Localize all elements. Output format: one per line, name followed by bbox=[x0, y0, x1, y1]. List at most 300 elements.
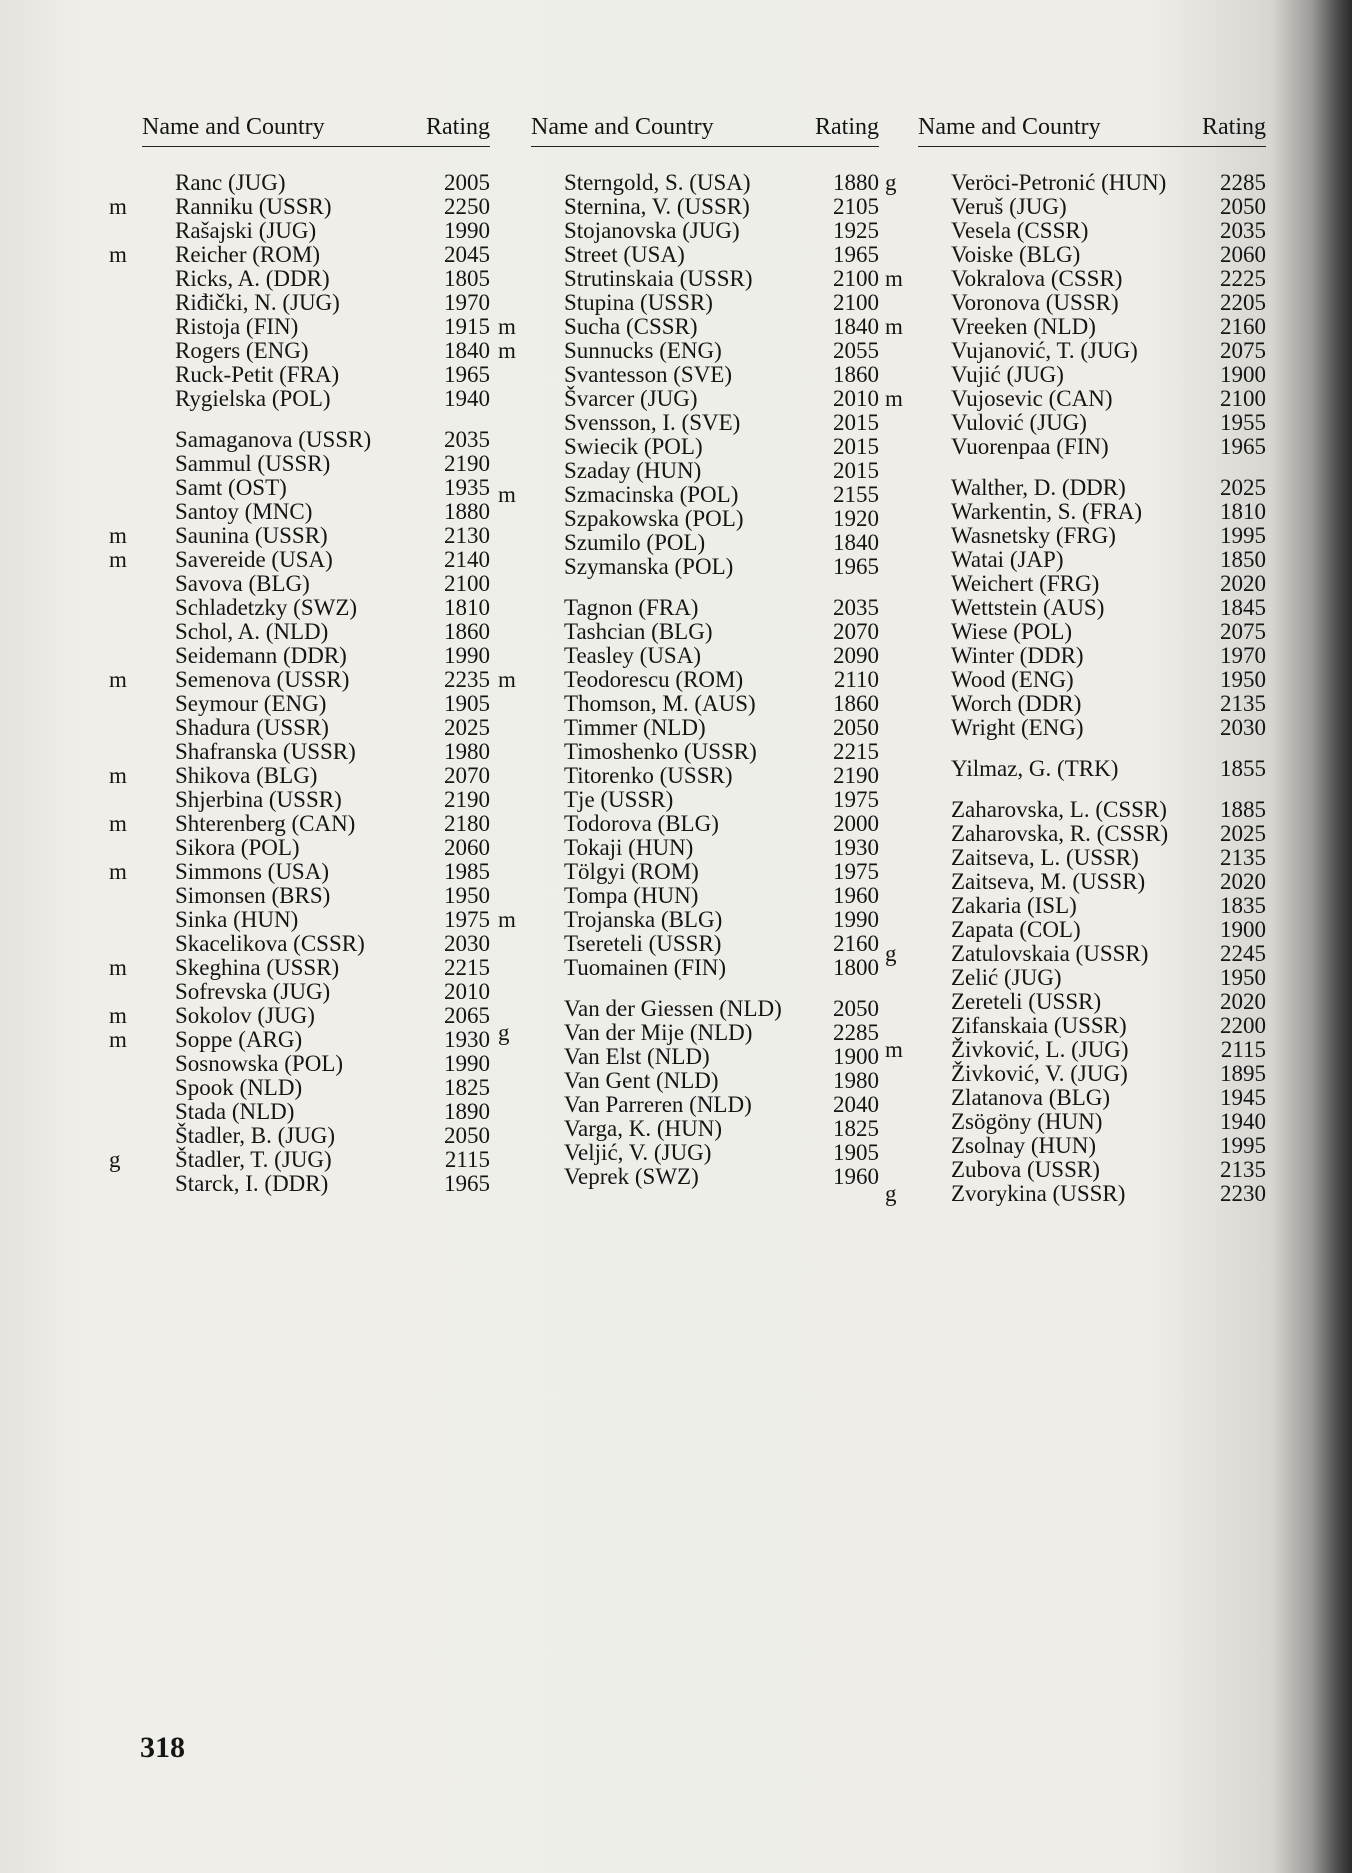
player-name: Swiecik (POL) bbox=[564, 434, 703, 459]
player-name: Tompa (HUN) bbox=[564, 883, 699, 908]
player-entry bbox=[918, 195, 1266, 219]
title-badge: g bbox=[885, 1181, 897, 1206]
player-rating: 1975 bbox=[444, 907, 490, 932]
player-rating: 2190 bbox=[444, 787, 490, 812]
title-badge: m bbox=[498, 667, 516, 692]
player-rating: 2130 bbox=[444, 523, 490, 548]
player-rating: 2040 bbox=[833, 1092, 879, 1117]
player-entry bbox=[531, 788, 879, 812]
player-rating: 2100 bbox=[1220, 386, 1266, 411]
player-entry bbox=[142, 1100, 490, 1124]
player-name: Zaharovska, L. (CSSR) bbox=[951, 797, 1167, 822]
player-entry bbox=[918, 524, 1266, 548]
player-entry bbox=[531, 997, 879, 1021]
player-rating: 2060 bbox=[444, 835, 490, 860]
player-name: Svantesson (SVE) bbox=[564, 362, 733, 387]
player-entry bbox=[531, 363, 879, 387]
title-badge: m bbox=[109, 1003, 127, 1028]
player-entry bbox=[109, 1027, 490, 1052]
player-rating: 2190 bbox=[833, 763, 879, 788]
player-entry bbox=[109, 1147, 490, 1172]
player-rating: 1900 bbox=[833, 1044, 879, 1069]
title-badge: m bbox=[885, 386, 903, 411]
player-entry bbox=[918, 716, 1266, 740]
player-name: Street (USA) bbox=[564, 242, 685, 267]
player-name: Shikova (BLG) bbox=[175, 763, 318, 788]
player-rating: 1960 bbox=[833, 883, 879, 908]
section-gap bbox=[918, 781, 1266, 798]
player-rating: 1905 bbox=[444, 691, 490, 716]
player-name: Tölgyi (ROM) bbox=[564, 859, 699, 884]
player-entry bbox=[531, 243, 879, 267]
player-entry bbox=[918, 990, 1266, 1014]
player-entry bbox=[918, 596, 1266, 620]
player-name: Wettstein (AUS) bbox=[951, 595, 1105, 620]
player-name: Veruš (JUG) bbox=[951, 194, 1067, 219]
column-header bbox=[142, 114, 490, 147]
player-name: Wiese (POL) bbox=[951, 619, 1073, 644]
player-rating: 2050 bbox=[1220, 194, 1266, 219]
player-name: Schladetzky (SWZ) bbox=[175, 595, 358, 620]
player-name: Zaharovska, R. (CSSR) bbox=[951, 821, 1169, 846]
player-rating: 2160 bbox=[1220, 314, 1266, 339]
player-name: Sucha (CSSR) bbox=[564, 314, 698, 339]
player-name: Samt (OST) bbox=[175, 475, 287, 500]
player-entry bbox=[531, 836, 879, 860]
player-entry bbox=[498, 1020, 879, 1045]
player-rating: 1965 bbox=[833, 242, 879, 267]
player-rating: 1880 bbox=[833, 170, 879, 195]
player-name: Ruck-Petit (FRA) bbox=[175, 362, 340, 387]
player-name: Tagnon (FRA) bbox=[564, 595, 699, 620]
player-entry bbox=[142, 788, 490, 812]
player-name: Timoshenko (USSR) bbox=[564, 739, 757, 764]
player-rating: 1975 bbox=[833, 859, 879, 884]
player-rating: 2100 bbox=[444, 571, 490, 596]
player-name: Szaday (HUN) bbox=[564, 458, 702, 483]
rating-heading: Rating bbox=[426, 114, 490, 140]
player-rating: 2015 bbox=[833, 434, 879, 459]
player-entry bbox=[885, 314, 1266, 339]
player-entry bbox=[142, 452, 490, 476]
player-entry bbox=[918, 500, 1266, 524]
player-entry bbox=[531, 507, 879, 531]
player-name: Voronova (USSR) bbox=[951, 290, 1119, 315]
player-rating: 1930 bbox=[833, 835, 879, 860]
player-name: Shjerbina (USSR) bbox=[175, 787, 342, 812]
player-name: Zakaria (ISL) bbox=[951, 893, 1077, 918]
player-name: Van der Mije (NLD) bbox=[564, 1020, 753, 1045]
player-name: Strutinskaia (USSR) bbox=[564, 266, 753, 291]
player-entry bbox=[918, 918, 1266, 942]
player-rating: 2025 bbox=[444, 715, 490, 740]
player-entry bbox=[142, 740, 490, 764]
player-name: Stupina (USSR) bbox=[564, 290, 713, 315]
player-name: Tokaji (HUN) bbox=[564, 835, 694, 860]
player-name: Wood (ENG) bbox=[951, 667, 1074, 692]
player-entry bbox=[531, 620, 879, 644]
player-rating: 2110 bbox=[833, 667, 879, 692]
player-entry bbox=[885, 170, 1266, 195]
player-name: Riđički, N. (JUG) bbox=[175, 290, 340, 315]
player-rating: 2025 bbox=[1220, 821, 1266, 846]
player-entry bbox=[918, 757, 1266, 781]
title-badge: m bbox=[498, 338, 516, 363]
player-name: Samaganova (USSR) bbox=[175, 427, 372, 452]
column-entries bbox=[498, 170, 879, 1189]
title-badge: m bbox=[109, 763, 127, 788]
player-name: Tsereteli (USSR) bbox=[564, 931, 722, 956]
column-header bbox=[918, 114, 1266, 147]
player-name: Zsolnay (HUN) bbox=[951, 1133, 1096, 1158]
player-name: Watai (JAP) bbox=[951, 547, 1064, 572]
player-name: Vujić (JUG) bbox=[951, 362, 1064, 387]
player-name: Zubova (USSR) bbox=[951, 1157, 1100, 1182]
player-entry bbox=[142, 1052, 490, 1076]
player-name: Teodorescu (ROM) bbox=[564, 667, 744, 692]
player-rating: 2060 bbox=[1220, 242, 1266, 267]
player-rating: 1930 bbox=[444, 1027, 490, 1052]
player-entry bbox=[531, 387, 879, 411]
title-badge: m bbox=[109, 523, 127, 548]
player-entry bbox=[142, 315, 490, 339]
title-badge: g bbox=[109, 1147, 121, 1172]
title-badge: g bbox=[885, 170, 897, 195]
player-entry bbox=[498, 338, 879, 363]
player-entry bbox=[918, 894, 1266, 918]
player-name: Veljić, V. (JUG) bbox=[564, 1140, 712, 1165]
player-rating: 2010 bbox=[444, 979, 490, 1004]
player-rating: 2160 bbox=[833, 931, 879, 956]
player-entry bbox=[531, 411, 879, 435]
player-name: Vuorenpaa (FIN) bbox=[951, 434, 1109, 459]
player-rating: 1860 bbox=[833, 691, 879, 716]
player-name: Weichert (FRG) bbox=[951, 571, 1100, 596]
title-badge: m bbox=[498, 314, 516, 339]
player-name: Sikora (POL) bbox=[175, 835, 300, 860]
player-rating: 2050 bbox=[444, 1123, 490, 1148]
player-entry bbox=[918, 620, 1266, 644]
player-rating: 1920 bbox=[833, 506, 879, 531]
player-entry bbox=[142, 884, 490, 908]
player-entry bbox=[918, 291, 1266, 315]
player-entry bbox=[142, 219, 490, 243]
player-rating: 2000 bbox=[833, 811, 879, 836]
player-rating: 2205 bbox=[1220, 290, 1266, 315]
player-entry bbox=[918, 846, 1266, 870]
player-rating: 2045 bbox=[444, 242, 490, 267]
player-rating: 1810 bbox=[1220, 499, 1266, 524]
player-name: Van der Giessen (NLD) bbox=[564, 996, 782, 1021]
player-rating: 1965 bbox=[833, 554, 879, 579]
section-gap bbox=[531, 579, 879, 596]
player-entry bbox=[498, 482, 879, 507]
player-rating: 1860 bbox=[833, 362, 879, 387]
player-rating: 2285 bbox=[833, 1020, 879, 1045]
player-name: Seidemann (DDR) bbox=[175, 643, 347, 668]
player-name: Tje (USSR) bbox=[564, 787, 674, 812]
ratings-column-3 bbox=[885, 114, 1266, 1206]
player-rating: 2230 bbox=[1220, 1181, 1266, 1206]
player-name: Stada (NLD) bbox=[175, 1099, 295, 1124]
player-rating: 1800 bbox=[833, 955, 879, 980]
player-name: Shafranska (USSR) bbox=[175, 739, 356, 764]
player-name: Štadler, T. (JUG) bbox=[175, 1147, 332, 1172]
player-entry bbox=[109, 523, 490, 548]
player-rating: 2135 bbox=[1220, 845, 1266, 870]
title-badge: m bbox=[109, 859, 127, 884]
player-entry bbox=[531, 435, 879, 459]
player-name: Tuomainen (FIN) bbox=[564, 955, 727, 980]
player-entry bbox=[109, 667, 490, 692]
player-rating: 1895 bbox=[1220, 1061, 1266, 1086]
player-name: Sternina, V. (USSR) bbox=[564, 194, 750, 219]
column-entries bbox=[109, 170, 490, 1196]
player-name: Vujosevic (CAN) bbox=[951, 386, 1113, 411]
player-name: Rašajski (JUG) bbox=[175, 218, 317, 243]
player-entry bbox=[918, 572, 1266, 596]
player-rating: 2005 bbox=[444, 170, 490, 195]
player-name: Rogers (ENG) bbox=[175, 338, 309, 363]
player-name: Ristoja (FIN) bbox=[175, 314, 299, 339]
player-entry bbox=[918, 339, 1266, 363]
player-entry bbox=[918, 692, 1266, 716]
player-rating: 2020 bbox=[1220, 989, 1266, 1014]
player-rating: 2075 bbox=[1220, 619, 1266, 644]
player-name: Ranniku (USSR) bbox=[175, 194, 332, 219]
title-badge: m bbox=[498, 907, 516, 932]
player-entry bbox=[531, 932, 879, 956]
player-entry bbox=[531, 195, 879, 219]
player-name: Savereide (USA) bbox=[175, 547, 333, 572]
player-rating: 2215 bbox=[833, 739, 879, 764]
rating-heading: Rating bbox=[815, 114, 879, 140]
title-badge: m bbox=[109, 1027, 127, 1052]
player-entry bbox=[142, 908, 490, 932]
player-name: Švarcer (JUG) bbox=[564, 386, 698, 411]
player-entry bbox=[531, 531, 879, 555]
player-name: Szpakowska (POL) bbox=[564, 506, 744, 531]
player-name: Tashcian (BLG) bbox=[564, 619, 713, 644]
player-name: Simonsen (BRS) bbox=[175, 883, 331, 908]
title-badge: m bbox=[885, 314, 903, 339]
player-name: Ricks, A. (DDR) bbox=[175, 266, 330, 291]
player-name: Worch (DDR) bbox=[951, 691, 1082, 716]
player-name: Veprek (SWZ) bbox=[564, 1164, 699, 1189]
player-name: Stojanovska (JUG) bbox=[564, 218, 740, 243]
player-rating: 2020 bbox=[1220, 571, 1266, 596]
player-name: Warkentin, S. (FRA) bbox=[951, 499, 1143, 524]
player-entry bbox=[885, 266, 1266, 291]
player-name: Zatulovskaia (USSR) bbox=[951, 941, 1149, 966]
player-entry bbox=[109, 242, 490, 267]
player-rating: 1950 bbox=[1220, 965, 1266, 990]
player-name: Santoy (MNC) bbox=[175, 499, 313, 524]
player-entry bbox=[531, 171, 879, 195]
player-name: Skeghina (USSR) bbox=[175, 955, 340, 980]
player-entry bbox=[109, 763, 490, 788]
player-rating: 1880 bbox=[444, 499, 490, 524]
title-badge: m bbox=[109, 242, 127, 267]
player-rating: 2075 bbox=[1220, 338, 1266, 363]
player-entry bbox=[531, 1141, 879, 1165]
player-name: Seymour (ENG) bbox=[175, 691, 327, 716]
player-entry bbox=[918, 1086, 1266, 1110]
player-name: Sammul (USSR) bbox=[175, 451, 331, 476]
player-rating: 1805 bbox=[444, 266, 490, 291]
player-rating: 2105 bbox=[833, 194, 879, 219]
player-entry bbox=[109, 547, 490, 572]
player-entry bbox=[531, 764, 879, 788]
player-name: Thomson, M. (AUS) bbox=[564, 691, 756, 716]
player-rating: 2135 bbox=[1220, 1157, 1266, 1182]
player-rating: 2250 bbox=[444, 194, 490, 219]
player-name: Spook (NLD) bbox=[175, 1075, 303, 1100]
player-entry bbox=[531, 1069, 879, 1093]
title-badge: m bbox=[109, 811, 127, 836]
player-name: Walther, D. (DDR) bbox=[951, 475, 1126, 500]
player-name: Winter (DDR) bbox=[951, 643, 1084, 668]
player-entry bbox=[142, 428, 490, 452]
player-entry bbox=[531, 716, 879, 740]
player-entry bbox=[109, 859, 490, 884]
player-rating: 1840 bbox=[833, 530, 879, 555]
player-name: Van Parreren (NLD) bbox=[564, 1092, 752, 1117]
player-rating: 1960 bbox=[833, 1164, 879, 1189]
section-gap bbox=[142, 411, 490, 428]
player-entry bbox=[109, 194, 490, 219]
player-rating: 1825 bbox=[833, 1116, 879, 1141]
player-rating: 2155 bbox=[833, 482, 879, 507]
player-entry bbox=[918, 644, 1266, 668]
player-name: Zaitseva, L. (USSR) bbox=[951, 845, 1139, 870]
player-name: Trojanska (BLG) bbox=[564, 907, 723, 932]
player-rating: 1970 bbox=[1220, 643, 1266, 668]
player-name: Zvorykina (USSR) bbox=[951, 1181, 1126, 1206]
player-entry bbox=[142, 932, 490, 956]
player-rating: 2030 bbox=[1220, 715, 1266, 740]
player-rating: 2100 bbox=[833, 266, 879, 291]
rating-heading: Rating bbox=[1202, 114, 1266, 140]
player-rating: 1985 bbox=[444, 859, 490, 884]
player-rating: 1995 bbox=[1220, 1133, 1266, 1158]
player-rating: 1975 bbox=[833, 787, 879, 812]
player-rating: 1965 bbox=[1220, 434, 1266, 459]
player-entry bbox=[885, 941, 1266, 966]
player-rating: 1940 bbox=[1220, 1109, 1266, 1134]
player-entry bbox=[918, 243, 1266, 267]
player-rating: 2285 bbox=[1220, 170, 1266, 195]
player-entry bbox=[918, 1062, 1266, 1086]
player-entry bbox=[142, 620, 490, 644]
player-rating: 1825 bbox=[444, 1075, 490, 1100]
player-entry bbox=[531, 1165, 879, 1189]
player-rating: 1900 bbox=[1220, 917, 1266, 942]
player-rating: 1935 bbox=[444, 475, 490, 500]
player-rating: 2100 bbox=[833, 290, 879, 315]
player-rating: 1965 bbox=[444, 1171, 490, 1196]
title-badge: m bbox=[885, 266, 903, 291]
player-rating: 2010 bbox=[833, 386, 879, 411]
column-header bbox=[531, 114, 879, 147]
player-entry bbox=[142, 476, 490, 500]
player-name: Schol, A. (NLD) bbox=[175, 619, 329, 644]
player-name: Timmer (NLD) bbox=[564, 715, 706, 740]
player-entry bbox=[531, 860, 879, 884]
player-name: Varga, K. (HUN) bbox=[564, 1116, 722, 1141]
player-entry bbox=[531, 692, 879, 716]
player-entry bbox=[142, 171, 490, 195]
player-entry bbox=[885, 1181, 1266, 1206]
page-number: 318 bbox=[140, 1731, 185, 1764]
player-name: Sinka (HUN) bbox=[175, 907, 299, 932]
player-name: Sterngold, S. (USA) bbox=[564, 170, 751, 195]
player-entry bbox=[142, 500, 490, 524]
player-name: Zsögöny (HUN) bbox=[951, 1109, 1103, 1134]
player-name: Rygielska (POL) bbox=[175, 386, 331, 411]
player-rating: 1970 bbox=[444, 290, 490, 315]
player-name: Teasley (USA) bbox=[564, 643, 701, 668]
player-name: Sofrevska (JUG) bbox=[175, 979, 331, 1004]
player-entry bbox=[142, 387, 490, 411]
player-rating: 2180 bbox=[444, 811, 490, 836]
player-entry bbox=[109, 955, 490, 980]
player-entry bbox=[109, 811, 490, 836]
player-entry bbox=[142, 1076, 490, 1100]
section-gap bbox=[531, 980, 879, 997]
player-rating: 1990 bbox=[833, 907, 879, 932]
player-entry bbox=[142, 1172, 490, 1196]
player-entry bbox=[918, 411, 1266, 435]
section-gap bbox=[918, 740, 1266, 757]
player-entry bbox=[142, 644, 490, 668]
player-entry bbox=[142, 980, 490, 1004]
player-name: Sokolov (JUG) bbox=[175, 1003, 315, 1028]
title-badge: m bbox=[109, 955, 127, 980]
player-rating: 2235 bbox=[444, 667, 490, 692]
player-rating: 1835 bbox=[1220, 893, 1266, 918]
player-name: Zapata (COL) bbox=[951, 917, 1081, 942]
section-gap bbox=[918, 459, 1266, 476]
player-rating: 1890 bbox=[444, 1099, 490, 1124]
player-rating: 2035 bbox=[833, 595, 879, 620]
player-entry bbox=[498, 907, 879, 932]
title-badge: m bbox=[109, 194, 127, 219]
player-entry bbox=[531, 1117, 879, 1141]
player-rating: 1995 bbox=[1220, 523, 1266, 548]
player-rating: 1990 bbox=[444, 218, 490, 243]
player-name: Voiske (BLG) bbox=[951, 242, 1081, 267]
player-rating: 1940 bbox=[444, 386, 490, 411]
player-rating: 1860 bbox=[444, 619, 490, 644]
ratings-column-2 bbox=[498, 114, 879, 1189]
player-rating: 2065 bbox=[444, 1003, 490, 1028]
player-name: Sunnucks (ENG) bbox=[564, 338, 722, 363]
player-name: Skacelikova (CSSR) bbox=[175, 931, 365, 956]
player-rating: 2025 bbox=[1220, 475, 1266, 500]
title-badge: m bbox=[109, 547, 127, 572]
player-name: Semenova (USSR) bbox=[175, 667, 350, 692]
name-country-heading: Name and Country bbox=[531, 114, 714, 140]
player-rating: 2225 bbox=[1220, 266, 1266, 291]
player-rating: 1990 bbox=[444, 1051, 490, 1076]
player-entry bbox=[531, 267, 879, 291]
player-name: Vesela (CSSR) bbox=[951, 218, 1089, 243]
player-entry bbox=[142, 339, 490, 363]
player-entry bbox=[531, 740, 879, 764]
player-name: Vreeken (NLD) bbox=[951, 314, 1096, 339]
player-entry bbox=[885, 1037, 1266, 1062]
